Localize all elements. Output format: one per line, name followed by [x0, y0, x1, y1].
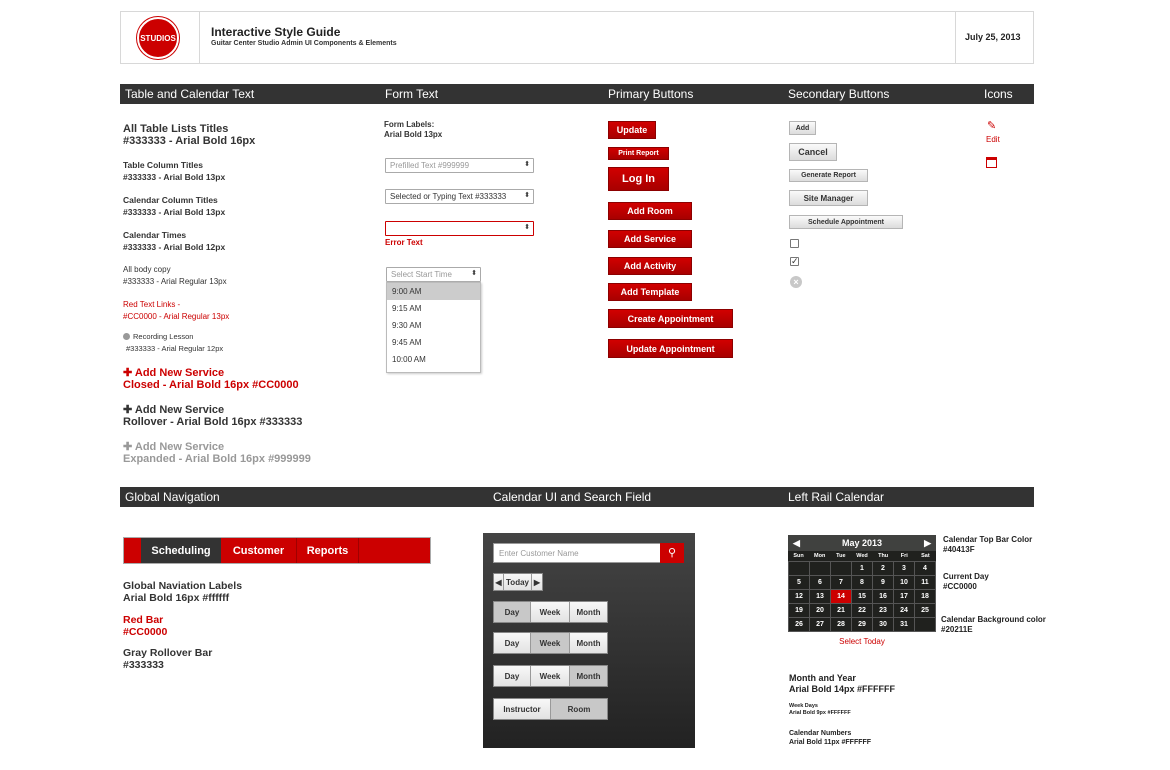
generate-report-button[interactable]: Generate Report: [789, 169, 868, 182]
update-appointment-button[interactable]: Update Appointment: [608, 339, 733, 358]
add-new-service-rollover[interactable]: [123, 404, 363, 428]
type-sample: [123, 331, 363, 355]
calendar-note: [941, 615, 1046, 635]
type-label: Table Column Titles: [123, 160, 203, 170]
calendar-day-cell[interactable]: 20: [810, 604, 831, 618]
select-arrows-icon: ⬍: [471, 270, 477, 277]
type-spec: Closed - Arial Bold 16px #CC0000: [123, 379, 299, 391]
studios-logo: [137, 17, 179, 59]
type-spec: Arial Bold 14px #FFFFFF: [789, 684, 896, 694]
day-tab[interactable]: Day: [494, 633, 531, 653]
site-manager-button[interactable]: Site Manager: [789, 190, 868, 206]
section-title-left-rail: Left Rail Calendar: [788, 490, 885, 504]
calendar-note: [943, 572, 989, 592]
red-text-link-sample[interactable]: [123, 299, 363, 323]
next-arrow-icon[interactable]: ▶: [532, 574, 542, 590]
section-title-form: Form Text: [385, 87, 439, 101]
select-arrows-icon: ⬍: [524, 224, 530, 231]
add-activity-button[interactable]: Add Activity: [608, 257, 692, 275]
type-sample: [123, 264, 363, 288]
add-button[interactable]: Add: [789, 121, 816, 135]
nav-item-reports[interactable]: [297, 538, 359, 563]
create-appointment-button[interactable]: Create Appointment: [608, 309, 733, 328]
calendar-note: [789, 703, 851, 717]
calendar-ui-panel: [483, 533, 695, 748]
instructor-room-toggle: [493, 698, 608, 720]
type-label: Gray Rollover Bar: [123, 647, 213, 659]
time-option[interactable]: 9:00 AM: [387, 283, 480, 300]
type-spec: #333333 - Arial Bold 12px: [123, 242, 226, 252]
type-sample: [123, 123, 363, 147]
left-rail-calendar: [788, 535, 936, 646]
calendar-week-row: [789, 618, 936, 632]
print-report-button[interactable]: Print Report: [608, 147, 669, 160]
type-spec: Arial Bold 11px #FFFFFF: [789, 739, 872, 746]
month-tab[interactable]: Month: [570, 633, 607, 653]
calendar-day-cell[interactable]: 25: [915, 604, 936, 618]
calendar-day-cell[interactable]: 10: [894, 576, 915, 590]
type-label: Month and Year: [789, 673, 856, 683]
next-month-icon[interactable]: ▶: [924, 537, 931, 548]
type-spec: #40413F: [943, 545, 975, 554]
time-option[interactable]: 9:30 AM: [392, 321, 422, 330]
instructor-tab[interactable]: Instructor: [494, 699, 551, 719]
calendar-day-cell[interactable]: 2: [873, 562, 894, 576]
prev-month-icon[interactable]: ◀: [793, 537, 800, 548]
type-spec: #333333 - Arial Bold 13px: [123, 207, 226, 217]
customer-search-input[interactable]: Enter Customer Name: [493, 543, 661, 563]
page-header: [120, 11, 1034, 64]
edit-label[interactable]: Edit: [986, 135, 1000, 144]
error-select[interactable]: [385, 221, 534, 236]
weekday-label: Fri: [900, 553, 908, 559]
clear-circle-icon[interactable]: ×: [790, 276, 802, 288]
logo-text: STUDIOS: [140, 33, 176, 43]
type-label: Calendar Numbers: [789, 730, 852, 737]
start-time-select[interactable]: [386, 267, 481, 282]
nav-note: [123, 614, 167, 638]
prev-arrow-icon[interactable]: ◀: [494, 574, 504, 590]
nav-item-scheduling[interactable]: [141, 538, 221, 563]
select-value: Select Start Time: [391, 270, 452, 279]
type-label: Add New Service: [134, 404, 225, 416]
calendar-month-label: May 2013: [841, 538, 883, 548]
month-tab[interactable]: Month: [570, 602, 607, 622]
day-tab[interactable]: Day: [494, 666, 531, 686]
calendar-day-cell[interactable]: 22: [852, 604, 873, 618]
calendar-day-cell[interactable]: 18: [915, 590, 936, 604]
nav-label: Reports: [306, 544, 349, 557]
calendar-note: [943, 535, 1032, 555]
week-tab[interactable]: Week: [531, 602, 570, 622]
calendar-day-cell[interactable]: 7: [831, 576, 852, 590]
section-bar-bottom: [120, 487, 1034, 507]
calendar-day-cell[interactable]: 19: [789, 604, 810, 618]
time-option[interactable]: 10:00 AM: [392, 355, 426, 364]
type-spec: #333333 - Arial Regular 12px: [126, 344, 224, 353]
calendar-day-cell[interactable]: 21: [831, 604, 852, 618]
type-spec: #333333: [123, 659, 164, 671]
calendar-week-row: [789, 590, 936, 604]
calendar-day-cell[interactable]: 8: [852, 576, 873, 590]
type-spec: #333333 - Arial Bold 13px: [123, 172, 226, 182]
error-text: Error Text: [385, 238, 423, 247]
weekday-row: [788, 551, 936, 561]
nav-label: Customer: [232, 544, 285, 557]
calendar-day-cell[interactable]: 15: [852, 590, 873, 604]
nav-note: [123, 580, 242, 604]
checkbox-unchecked[interactable]: [790, 239, 799, 248]
section-bar-top: [120, 84, 1034, 104]
nav-note: [123, 647, 212, 671]
calendar-day-cell[interactable]: 11: [915, 576, 936, 590]
room-tab[interactable]: Room: [551, 699, 607, 719]
week-tab[interactable]: Week: [531, 666, 570, 686]
type-spec: #333333 - Arial Regular 13px: [123, 277, 227, 286]
calendar-day-cell[interactable]: 26: [789, 618, 810, 632]
select-arrows-icon: ⬍: [524, 192, 530, 199]
form-labels-note: [384, 120, 442, 140]
calendar-icon[interactable]: [986, 157, 997, 168]
calendar-day-cell: [831, 562, 852, 576]
calendar-day-cell[interactable]: 4: [915, 562, 936, 576]
add-room-button[interactable]: Add Room: [608, 202, 692, 220]
calendar-day-cell[interactable]: 29: [852, 618, 873, 632]
week-tab[interactable]: Week: [531, 633, 570, 653]
select-value: Prefilled Text #999999: [390, 161, 470, 170]
weekday-label: Sun: [793, 553, 804, 559]
month-tab[interactable]: Month: [570, 666, 607, 686]
type-spec: Arial Bold 9px #FFFFFF: [789, 710, 851, 716]
global-nav-bar: [123, 537, 431, 564]
nav-label: Scheduling: [151, 544, 211, 557]
select-arrows-icon: ⬍: [524, 161, 530, 168]
weekday-label: Mon: [814, 553, 826, 559]
type-label: All Table Lists Titles: [123, 123, 229, 135]
calendar-week-row: [789, 604, 936, 618]
calendar-day-cell[interactable]: 31: [894, 618, 915, 632]
type-spec: Expanded - Arial Bold 16px #999999: [123, 453, 311, 465]
pencil-icon[interactable]: ✎: [987, 120, 997, 132]
prefilled-select[interactable]: [385, 158, 534, 173]
type-label: Form Labels:: [384, 120, 435, 129]
plus-icon: ✚: [123, 367, 135, 379]
plus-icon: ✚: [123, 404, 135, 416]
select-value: Selected or Typing Text #333333: [390, 192, 507, 201]
type-label: Week Days: [789, 703, 818, 709]
section-title-primary: Primary Buttons: [608, 87, 694, 101]
calendar-note: [789, 673, 895, 695]
view-toggle: [493, 601, 608, 623]
check-icon: ✓: [791, 256, 799, 266]
calendar-day-cell[interactable]: 28: [831, 618, 852, 632]
calendar-day-cell[interactable]: 12: [789, 590, 810, 604]
type-label: Global Naviation Labels: [123, 580, 243, 592]
plus-icon: ✚: [123, 441, 135, 453]
type-label: Calendar Background color: [941, 615, 1046, 624]
calendar-day-cell[interactable]: 16: [873, 590, 894, 604]
day-tab[interactable]: Day: [494, 602, 531, 622]
time-option[interactable]: 9:45 AM: [392, 338, 422, 347]
type-spec: #CC0000: [123, 626, 168, 638]
calendar-day-cell[interactable]: 3: [894, 562, 915, 576]
calendar-day-cell[interactable]: 23: [873, 604, 894, 618]
type-label: Calendar Column Titles: [123, 195, 218, 205]
today-button[interactable]: Today: [504, 574, 532, 590]
search-icon[interactable]: ⚲: [660, 543, 684, 563]
type-label: All body copy: [123, 265, 171, 274]
calendar-day-cell[interactable]: 6: [810, 576, 831, 590]
section-title-calendar-ui: Calendar UI and Search Field: [493, 490, 652, 504]
calendar-day-cell[interactable]: 17: [894, 590, 915, 604]
type-label: Calendar Times: [123, 230, 187, 240]
type-spec: Rollover - Arial Bold 16px #333333: [123, 416, 303, 428]
type-spec: Arial Bold 13px: [384, 130, 443, 139]
calendar-note: [789, 729, 871, 747]
add-template-button[interactable]: Add Template: [608, 283, 692, 301]
type-spec: #20211E: [941, 625, 973, 634]
update-button[interactable]: Update: [608, 121, 656, 139]
type-spec: #CC0000: [943, 582, 977, 591]
type-label: Add New Service: [134, 441, 225, 453]
add-new-service-closed[interactable]: [123, 367, 363, 391]
type-label: Current Day: [943, 572, 989, 581]
calendar-grid: [788, 561, 936, 632]
type-label: Red Bar: [123, 614, 164, 626]
calendar-week-row: [789, 576, 936, 590]
header-date: July 25, 2013: [965, 32, 1021, 42]
calendar-day-cell[interactable]: 27: [810, 618, 831, 632]
section-title-table: Table and Calendar Text: [125, 87, 255, 101]
weekday-label: Tue: [836, 553, 846, 559]
calendar-day-cell[interactable]: 5: [789, 576, 810, 590]
type-label: Red Text Links -: [123, 300, 181, 309]
calendar-top-bar: [788, 535, 936, 551]
schedule-appointment-button[interactable]: Schedule Appointment: [789, 215, 903, 229]
nav-item-customer[interactable]: [221, 538, 297, 563]
header-divider: [955, 12, 956, 63]
weekday-label: Wed: [856, 553, 868, 559]
type-label: Calendar Top Bar Color: [943, 535, 1033, 544]
add-service-button[interactable]: Add Service: [608, 230, 692, 248]
type-label: Recording Lesson: [133, 332, 194, 341]
type-sample: [123, 194, 363, 218]
calendar-day-cell: [915, 618, 936, 632]
view-toggle: [493, 665, 608, 687]
today-nav: [493, 573, 543, 591]
calendar-week-row: [789, 562, 936, 576]
calendar-day-cell: [789, 562, 810, 576]
calendar-day-cell[interactable]: 14: [831, 590, 852, 604]
section-title-global-nav: Global Navigation: [125, 490, 220, 504]
typography-column: [123, 123, 363, 465]
time-option[interactable]: 9:15 AM: [392, 304, 422, 313]
login-button[interactable]: Log In: [608, 167, 669, 191]
calendar-day-cell[interactable]: 1: [852, 562, 873, 576]
section-title-icons: Icons: [984, 87, 1013, 101]
page-subtitle: Guitar Center Studio Admin UI Components & Elements: [211, 40, 397, 47]
checkbox-checked[interactable]: [790, 257, 799, 266]
time-dropdown-list: [386, 282, 481, 373]
section-title-secondary: Secondary Buttons: [788, 87, 890, 101]
calendar-day-cell[interactable]: 24: [894, 604, 915, 618]
add-new-service-expanded[interactable]: [123, 441, 363, 465]
weekday-label: Thu: [878, 553, 889, 559]
type-sample: [123, 159, 363, 183]
weekday-label: Sat: [921, 553, 930, 559]
type-spec: #CC0000 - Arial Regular 13px: [123, 312, 230, 321]
calendar-day-cell[interactable]: 9: [873, 576, 894, 590]
calendar-day-cell[interactable]: 13: [810, 590, 831, 604]
type-spec: #333333 - Arial Bold 16px: [123, 135, 256, 147]
view-toggle: [493, 632, 608, 654]
recording-icon: [123, 333, 130, 340]
type-spec: Arial Bold 16px #ffffff: [123, 592, 230, 604]
typing-select[interactable]: [385, 189, 534, 204]
calendar-day-cell: [810, 562, 831, 576]
header-divider: [199, 12, 200, 63]
page-title: Interactive Style Guide: [211, 25, 341, 39]
type-label: Add New Service: [134, 367, 225, 379]
select-today-link[interactable]: Select Today: [839, 637, 885, 646]
type-sample: [123, 229, 363, 253]
calendar-day-cell[interactable]: 30: [873, 618, 894, 632]
cancel-button[interactable]: Cancel: [789, 143, 837, 161]
